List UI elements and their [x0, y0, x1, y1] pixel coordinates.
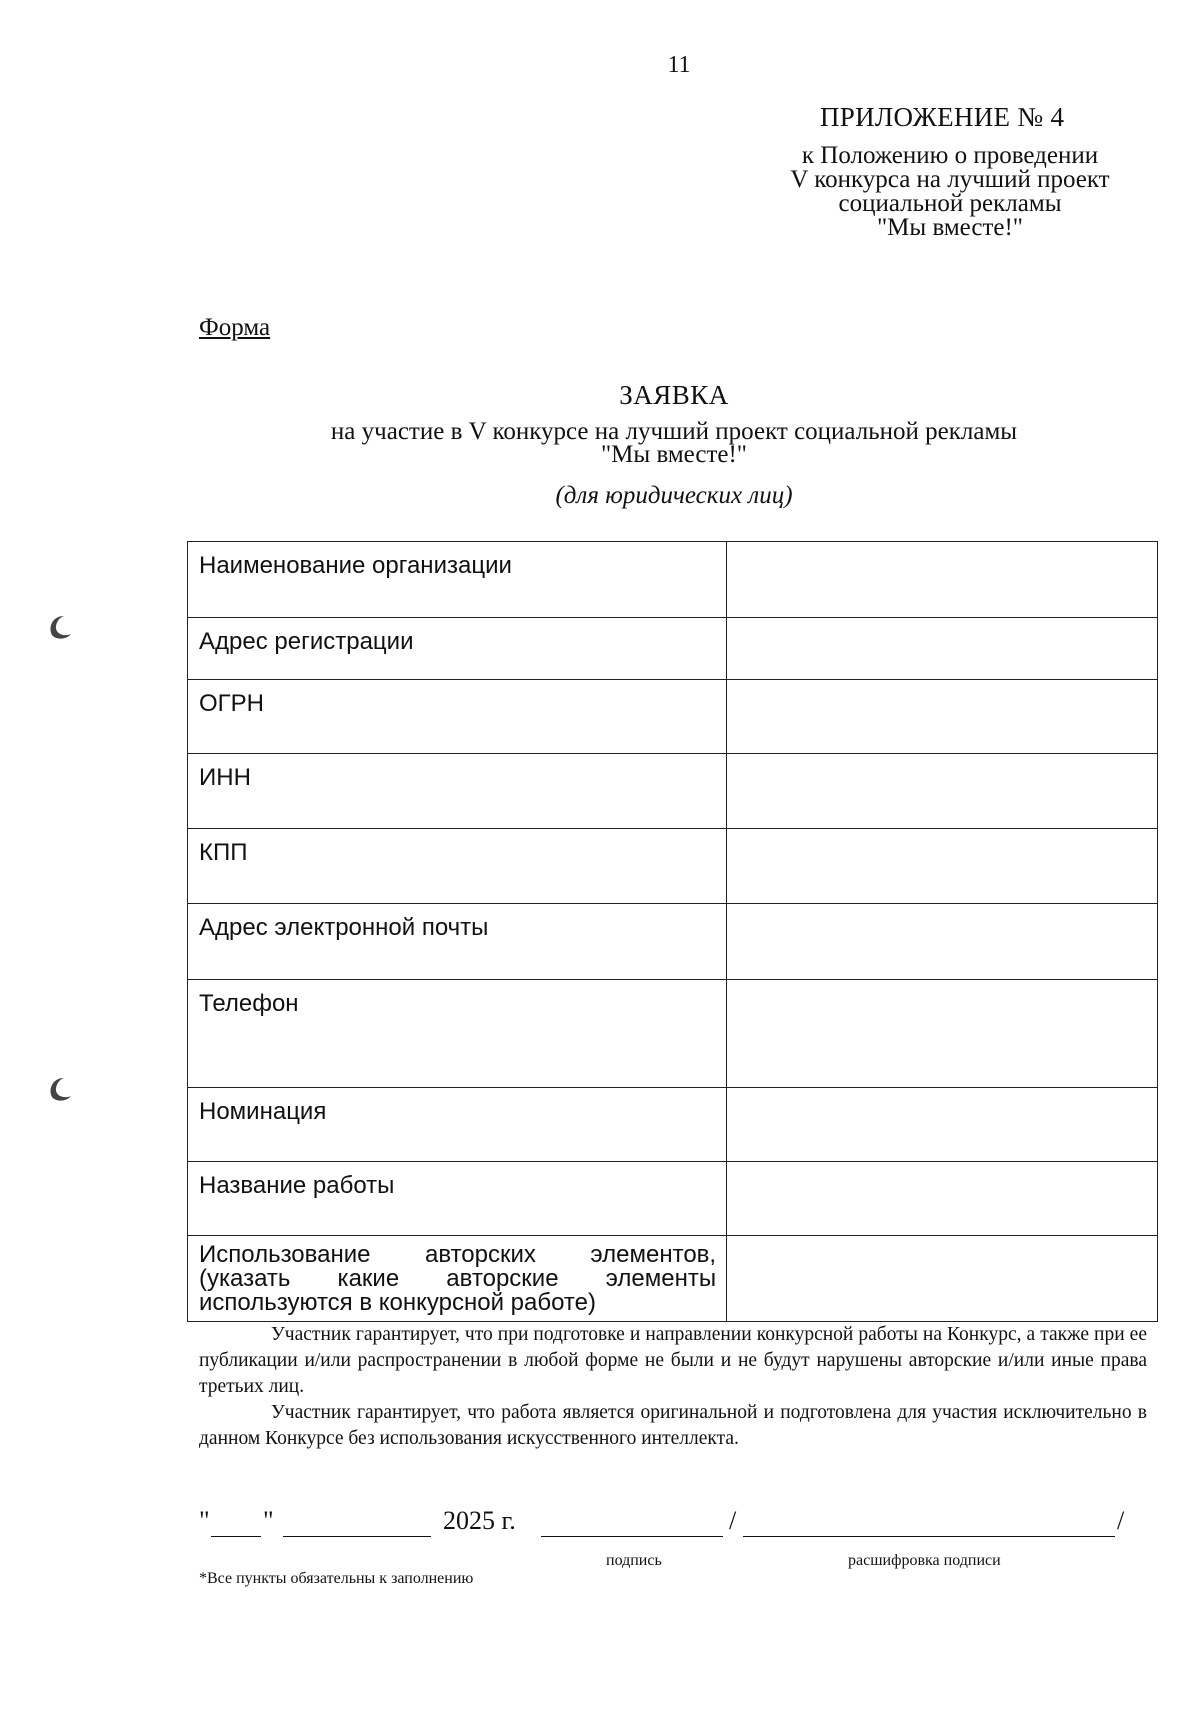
row-value-field[interactable]: [727, 542, 1158, 618]
month-field[interactable]: [283, 1506, 431, 1537]
paragraph-text: Участник гарантирует, что при подготовке и направлении конкурсной работы на Конкурс, а также при ее публикации и/или распространении в любой форме не были и не будут нарушены авторские и/или иные права третьих лиц.: [199, 1324, 1147, 1397]
table-row: [188, 829, 1158, 904]
decode-caption: расшифровка подписи: [848, 1552, 1001, 1569]
document-title: ЗАЯВКА: [619, 380, 729, 410]
row-label: [188, 1236, 727, 1322]
table-row: [188, 754, 1158, 829]
row-value-field[interactable]: [727, 980, 1158, 1088]
row-value-field[interactable]: [727, 680, 1158, 754]
row-value-field[interactable]: [727, 1162, 1158, 1236]
day-field[interactable]: [211, 1506, 261, 1537]
document-note: (для юридических лиц): [555, 482, 793, 509]
table-row: [188, 680, 1158, 754]
annex-line: V конкурса на лучший проект: [790, 166, 1110, 193]
page-number: 11: [667, 52, 691, 78]
row-value-field[interactable]: [727, 1236, 1158, 1322]
year-text: 2025 г.: [443, 1506, 516, 1535]
table-row: [188, 542, 1158, 618]
row-label: Адрес регистрации: [188, 618, 727, 680]
table-row: [188, 980, 1158, 1088]
table-row: [188, 1088, 1158, 1162]
signature-decode-field[interactable]: [743, 1506, 1115, 1537]
annex-line: социальной рекламы: [838, 190, 1062, 217]
row-value-field[interactable]: [727, 618, 1158, 680]
punch-mark-icon: [44, 612, 74, 642]
signature-row: [199, 1506, 1159, 1546]
slash: /: [729, 1506, 737, 1535]
guarantee-paragraph: [199, 1400, 1147, 1452]
subtitle-line: "Мы вместе!": [600, 441, 748, 468]
row-label: Название работы: [188, 1162, 727, 1236]
form-label: Форма: [199, 314, 271, 341]
document-subtitle: [268, 420, 1080, 466]
row-label: КПП: [188, 829, 727, 904]
annex-line: к Положению о проведении: [801, 142, 1099, 169]
row-value-field[interactable]: [727, 754, 1158, 829]
row-value-field[interactable]: [727, 1088, 1158, 1162]
row-label: Адрес электронной почты: [188, 904, 727, 980]
signature-caption: подпись: [606, 1552, 662, 1569]
open-quote: ": [199, 1506, 210, 1535]
footnote: *Все пункты обязательны к заполнению: [199, 1570, 474, 1587]
table-row: [188, 618, 1158, 680]
row-label: ИНН: [188, 754, 727, 829]
row-label: ОГРН: [188, 680, 727, 754]
row-label: Номинация: [188, 1088, 727, 1162]
annex-title: ПРИЛОЖЕНИЕ № 4: [820, 102, 1065, 132]
row-label: Телефон: [188, 980, 727, 1088]
signature-field[interactable]: [541, 1506, 723, 1537]
table-row: [188, 1162, 1158, 1236]
paragraph-text: Участник гарантирует, что работа является оригинальной и подготовлена для участия исключительно в данном Конкурсе без использования искусственного интеллекта.: [199, 1402, 1147, 1449]
annex-line: "Мы вместе!": [876, 214, 1024, 241]
annex-subtitle: [740, 144, 1160, 240]
table-row: [188, 1236, 1158, 1322]
row-label: Наименование организации: [188, 542, 727, 618]
row-label-text: Использование авторских элементов, (указать какие авторские элементы используются в конкурсной работе): [199, 1241, 717, 1316]
row-value-field[interactable]: [727, 904, 1158, 980]
slash: /: [1117, 1506, 1125, 1535]
punch-mark-icon: [44, 1074, 74, 1104]
application-table: [187, 541, 1158, 1322]
close-quote: ": [263, 1506, 274, 1535]
row-value-field[interactable]: [727, 829, 1158, 904]
guarantee-paragraph: [199, 1322, 1147, 1400]
table-row: [188, 904, 1158, 980]
subtitle-line: на участие в V конкурсе на лучший проект социальной рекламы: [330, 418, 1018, 445]
